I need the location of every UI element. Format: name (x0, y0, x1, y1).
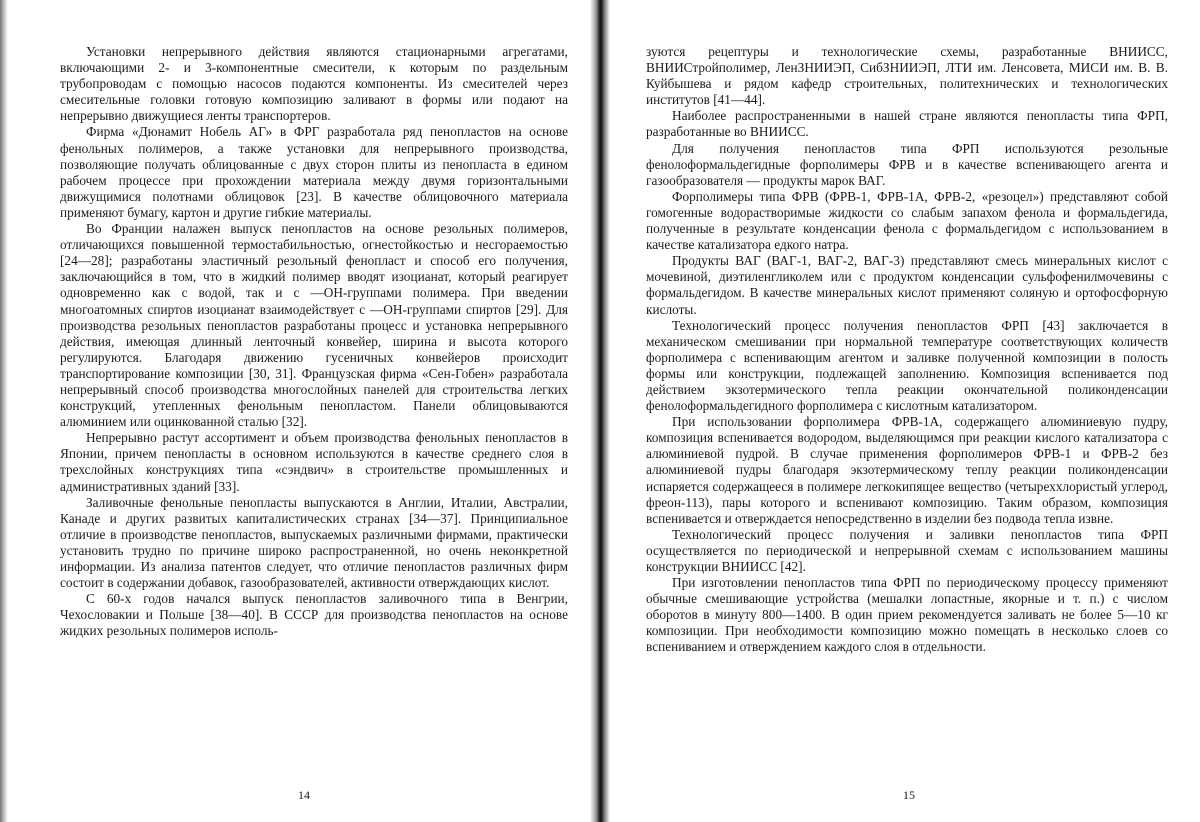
left-page-text (60, 44, 568, 639)
paragraph: Форполимеры типа ФРВ (ФРВ-1, ФРВ-1А, ФРВ-2, «резоцел») представляют собой гомогенные водорастворимые жидкости со слабым запахом фенола и формальдегида, полученные в результате конденсации фенола с формальдегидом с использованием в качестве катализатора едкого натра. (646, 188, 1168, 253)
page-number: 15 (903, 788, 915, 802)
paragraph: При использовании форполимера ФРВ-1А, содержащего алюминиевую пудру, композиция вспенивается водородом, выделяющимся при реакции кислого катализатора с алюминиевой пудрой. В случае применения форполимеров ФРВ-1 и ФРВ-2 без алюминиевой пудры благодаря экзотермическому теплу реакции поликонденсации испаряется содержащееся в полимере легкокипящее вещество (четыреххлористый углерод, фреон-113), пары которого и вспенивают композицию. Таким образом, композиция вспенивается и отверждается непосредственно в изделии без подвода тепла извне. (646, 414, 1168, 526)
paragraph: Установки непрерывного действия являются стационарными агрегатами, включающими 2- и 3-компонентные смесители, к которым по раздельным трубопроводам с помощью насосов подаются компоненты. Из смесителей через смесительные головки готовую композицию заливают в формы или подают на непрерывно движущиеся ленты транспортеров. (60, 44, 568, 124)
paragraph: Непрерывно растут ассортимент и объем производства фенольных пенопластов в Японии, причем пенопласты в основном используются в качестве среднего слоя в трехслойных конструкциях типа «сэндвич» в строительстве промышленных и административных зданий [33]. (60, 430, 568, 494)
paragraph: Фирма «Дюнамит Нобель АГ» в ФРГ разработала ряд пенопластов на основе фенольных полимеров, а также установки для непрерывного производства, позволяющие получать облицованные с двух сторон плиты из пенопласта в едином рабочем процессе при прохождении материала между двумя горизонтальными движущимися полотнами облицовок [23]. В качестве облицовочного материала применяют бумагу, картон и другие гибкие материалы. (60, 124, 568, 220)
paragraph: С 60-х годов начался выпуск пенопластов заливочного типа в Венгрии, Чехословакии и Польше [38—40]. В СССР для производства пенопластов на основе жидких резольных полимеров исполь- (60, 591, 568, 639)
right-page (608, 0, 1200, 822)
right-page-text (646, 44, 1168, 656)
paragraph: Наиболее распространенными в нашей стране являются пенопласты типа ФРП, разработанные во ВНИИСС. (646, 108, 1168, 140)
paragraph: Продукты ВАГ (ВАГ-1, ВАГ-2, ВАГ-3) представляют смесь минеральных кислот с мочевиной, диэтиленгликолем или с продуктом конденсации сульфофенилмочевины с формальдегидом. В качестве минеральных кислот применяют соляную и ортофосфорную кислоты. (646, 253, 1168, 317)
paragraph: Заливочные фенольные пенопласты выпускаются в Англии, Италии, Австралии, Канаде и других развитых капиталистических странах [34—37]. Принципиальное отличие в производстве пенопластов, выпускаемых различными фирмами, практически установить трудно по причине широко распространенной, но очень неконкретной информации. Из анализа патентов следует, что отличие пенопластов различных фирм состоит в содержании добавок, газообразователей, активности отверждающих кислот. (60, 494, 568, 591)
paragraph: Для получения пенопластов типа ФРП используются резольные фенолоформальдегидные форполимеры ФРВ и в качестве вспенивающего агента и газообразователя — продукты марок ВАГ. (646, 140, 1168, 188)
paragraph: Технологический процесс получения и заливки пенопластов типа ФРП осуществляется по периодической и непрерывной схемам с использованием машины конструкции ВНИИСС [42]. (646, 526, 1168, 574)
page-number: 14 (298, 788, 310, 802)
paragraph: При изготовлении пенопластов типа ФРП по периодическому процессу применяют обычные смешивающие устройства (мешалки лопастные, якорные и т. п.) с числом оборотов в минуту 800—1400. В один прием рекомендуется заливать не более 5—10 кг композиции. При необходимости композицию можно помещать в несколько слоев со вспениванием и отверждением каждого слоя в отдельности. (646, 575, 1168, 655)
paragraph: Во Франции налажен выпуск пенопластов на основе резольных полимеров, отличающихся повышенной термостабильностью, огнестойкостью и несгораемостью [24—28]; разработаны эластичный резольный фенопласт и способ его получения, заключающийся в том, что в жидкий полимер вводят изоцианат, который реагирует одновременно как с водой, так и с —ОН-группами полимера. При введении многоатомных спиртов изоцианат взаимодействует с —ОН-группами спиртов [29]. Для производства резольных пенопластов разработаны процесс и установка непрерывного действия, имеющая длинный ленточный конвейер, ширина и высота которого регулируются. Благодаря движению гусеничных конвейеров происходит транспортирование композиции [30, 31]. Французская фирма «Сен-Гобен» разработала непрерывный способ производства многослойных панелей для строительства легких конструкций, утепленных фенольным пенопластом. Панели облицовываются алюминием или оцинкованной сталью [32]. (60, 221, 568, 430)
paragraph: Технологический процесс получения пенопластов ФРП [43] заключается в механическом смешивании при нормальной температуре соответствующих количеств форполимера с вспенивающим агентом и заливке полученной композиции в полость формы или конструкции, подлежащей заполнению. Композиция вспенивается под действием экзотермического тепла реакции окончательной поликонденсации фенолоформальдегидного форполимера с кислотным катализатором. (646, 317, 1168, 414)
left-page (0, 0, 592, 822)
book-spine-shadow (590, 0, 610, 822)
paragraph-continuation: зуются рецептуры и технологические схемы, разработанные ВНИИСС, ВНИИСтройполимер, ЛенЗНИИЭП, СибЗНИИЭП, ЛТИ им. Ленсовета, МИСИ им. В. В. Куйбышева и рядом кафедр строительных, политехнических и технологических институтов [41—44]. (646, 44, 1168, 108)
